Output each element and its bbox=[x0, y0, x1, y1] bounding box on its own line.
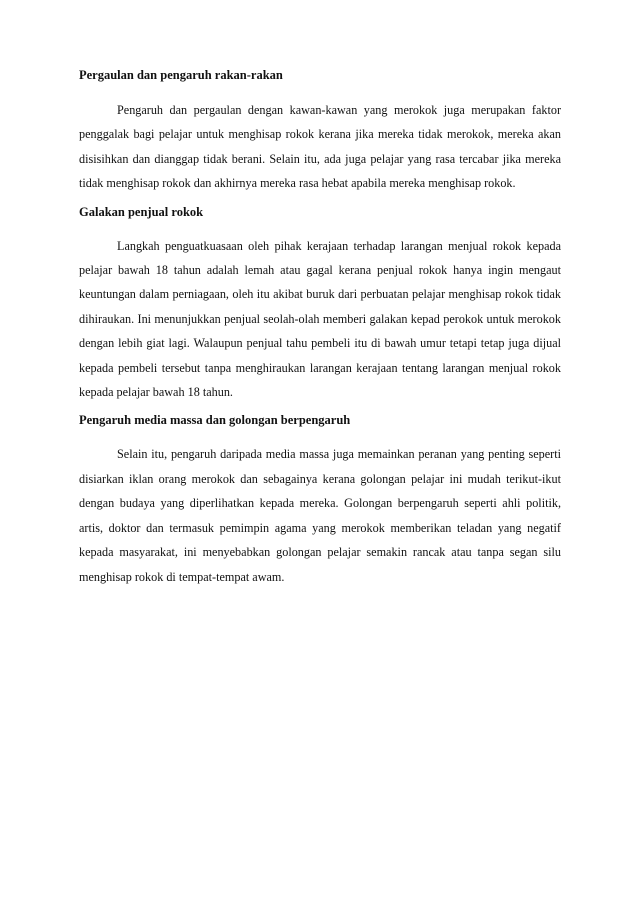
section-paragraph-seller-encouragement: Langkah penguatkuasaan oleh pihak kerajaan terhadap larangan menjual rokok kepada pelajar bawah 18 tahun adalah lemah atau gagal kerana penjual rokok hanya ingin mengaut keuntungan dalam perniagaan, oleh itu akibat buruk dari perbuatan pelajar menghisap rokok tidak dihiraukan. Ini menunjukkan penjual seolah-olah memberi galakan kepad perokok untuk merokok dengan lebih giat lagi. Walaupun penjual tahu pembeli itu di bawah umur tetapi tetap juga dijual kepada pembeli tersebut tanpa menghiraukan larangan kerajaan tentang larangan menjual rokok kepada pelajar bawah 18 tahun. bbox=[79, 238, 561, 400]
section-heading-peer-influence: Pergaulan dan pengaruh rakan-rakan bbox=[79, 68, 283, 82]
section-paragraph-media-influence: Selain itu, pengaruh daripada media massa juga memainkan peranan yang penting seperti disiarkan iklan orang merokok dan sebagainya kerana golongan pelajar ini mudah terikut-ikut dengan budaya yang diperlihatkan kepada mereka. Golongan berpengaruh seperti ahli politik, artis, doktor dan termasuk pemimpin agama yang merokok memberikan teladan yang negatif kepada masyarakat, ini menyebabkan golongan pelajar semakin rancak atau tanpa segan silu menghisap rokok di tempat-tempat awam. bbox=[79, 447, 561, 584]
section-paragraph-peer-influence: Pengaruh dan pergaulan dengan kawan-kawan yang merokok juga merupakan faktor penggalak bagi pelajar untuk menghisap rokok kerana jika mereka tidak merokok, mereka akan disisihkan dan dianggap tidak berani. Selain itu, ada juga pelajar yang rasa tercabar jika mereka tidak menghisap rokok dan akhirnya mereka rasa hebat apabila mereka menghisap rokok. bbox=[79, 103, 561, 191]
document-page bbox=[79, 66, 561, 589]
section-heading-seller-encouragement: Galakan penjual rokok bbox=[79, 204, 204, 219]
section-heading-media-influence: Pengaruh media massa dan golongan berpengaruh bbox=[79, 413, 351, 428]
